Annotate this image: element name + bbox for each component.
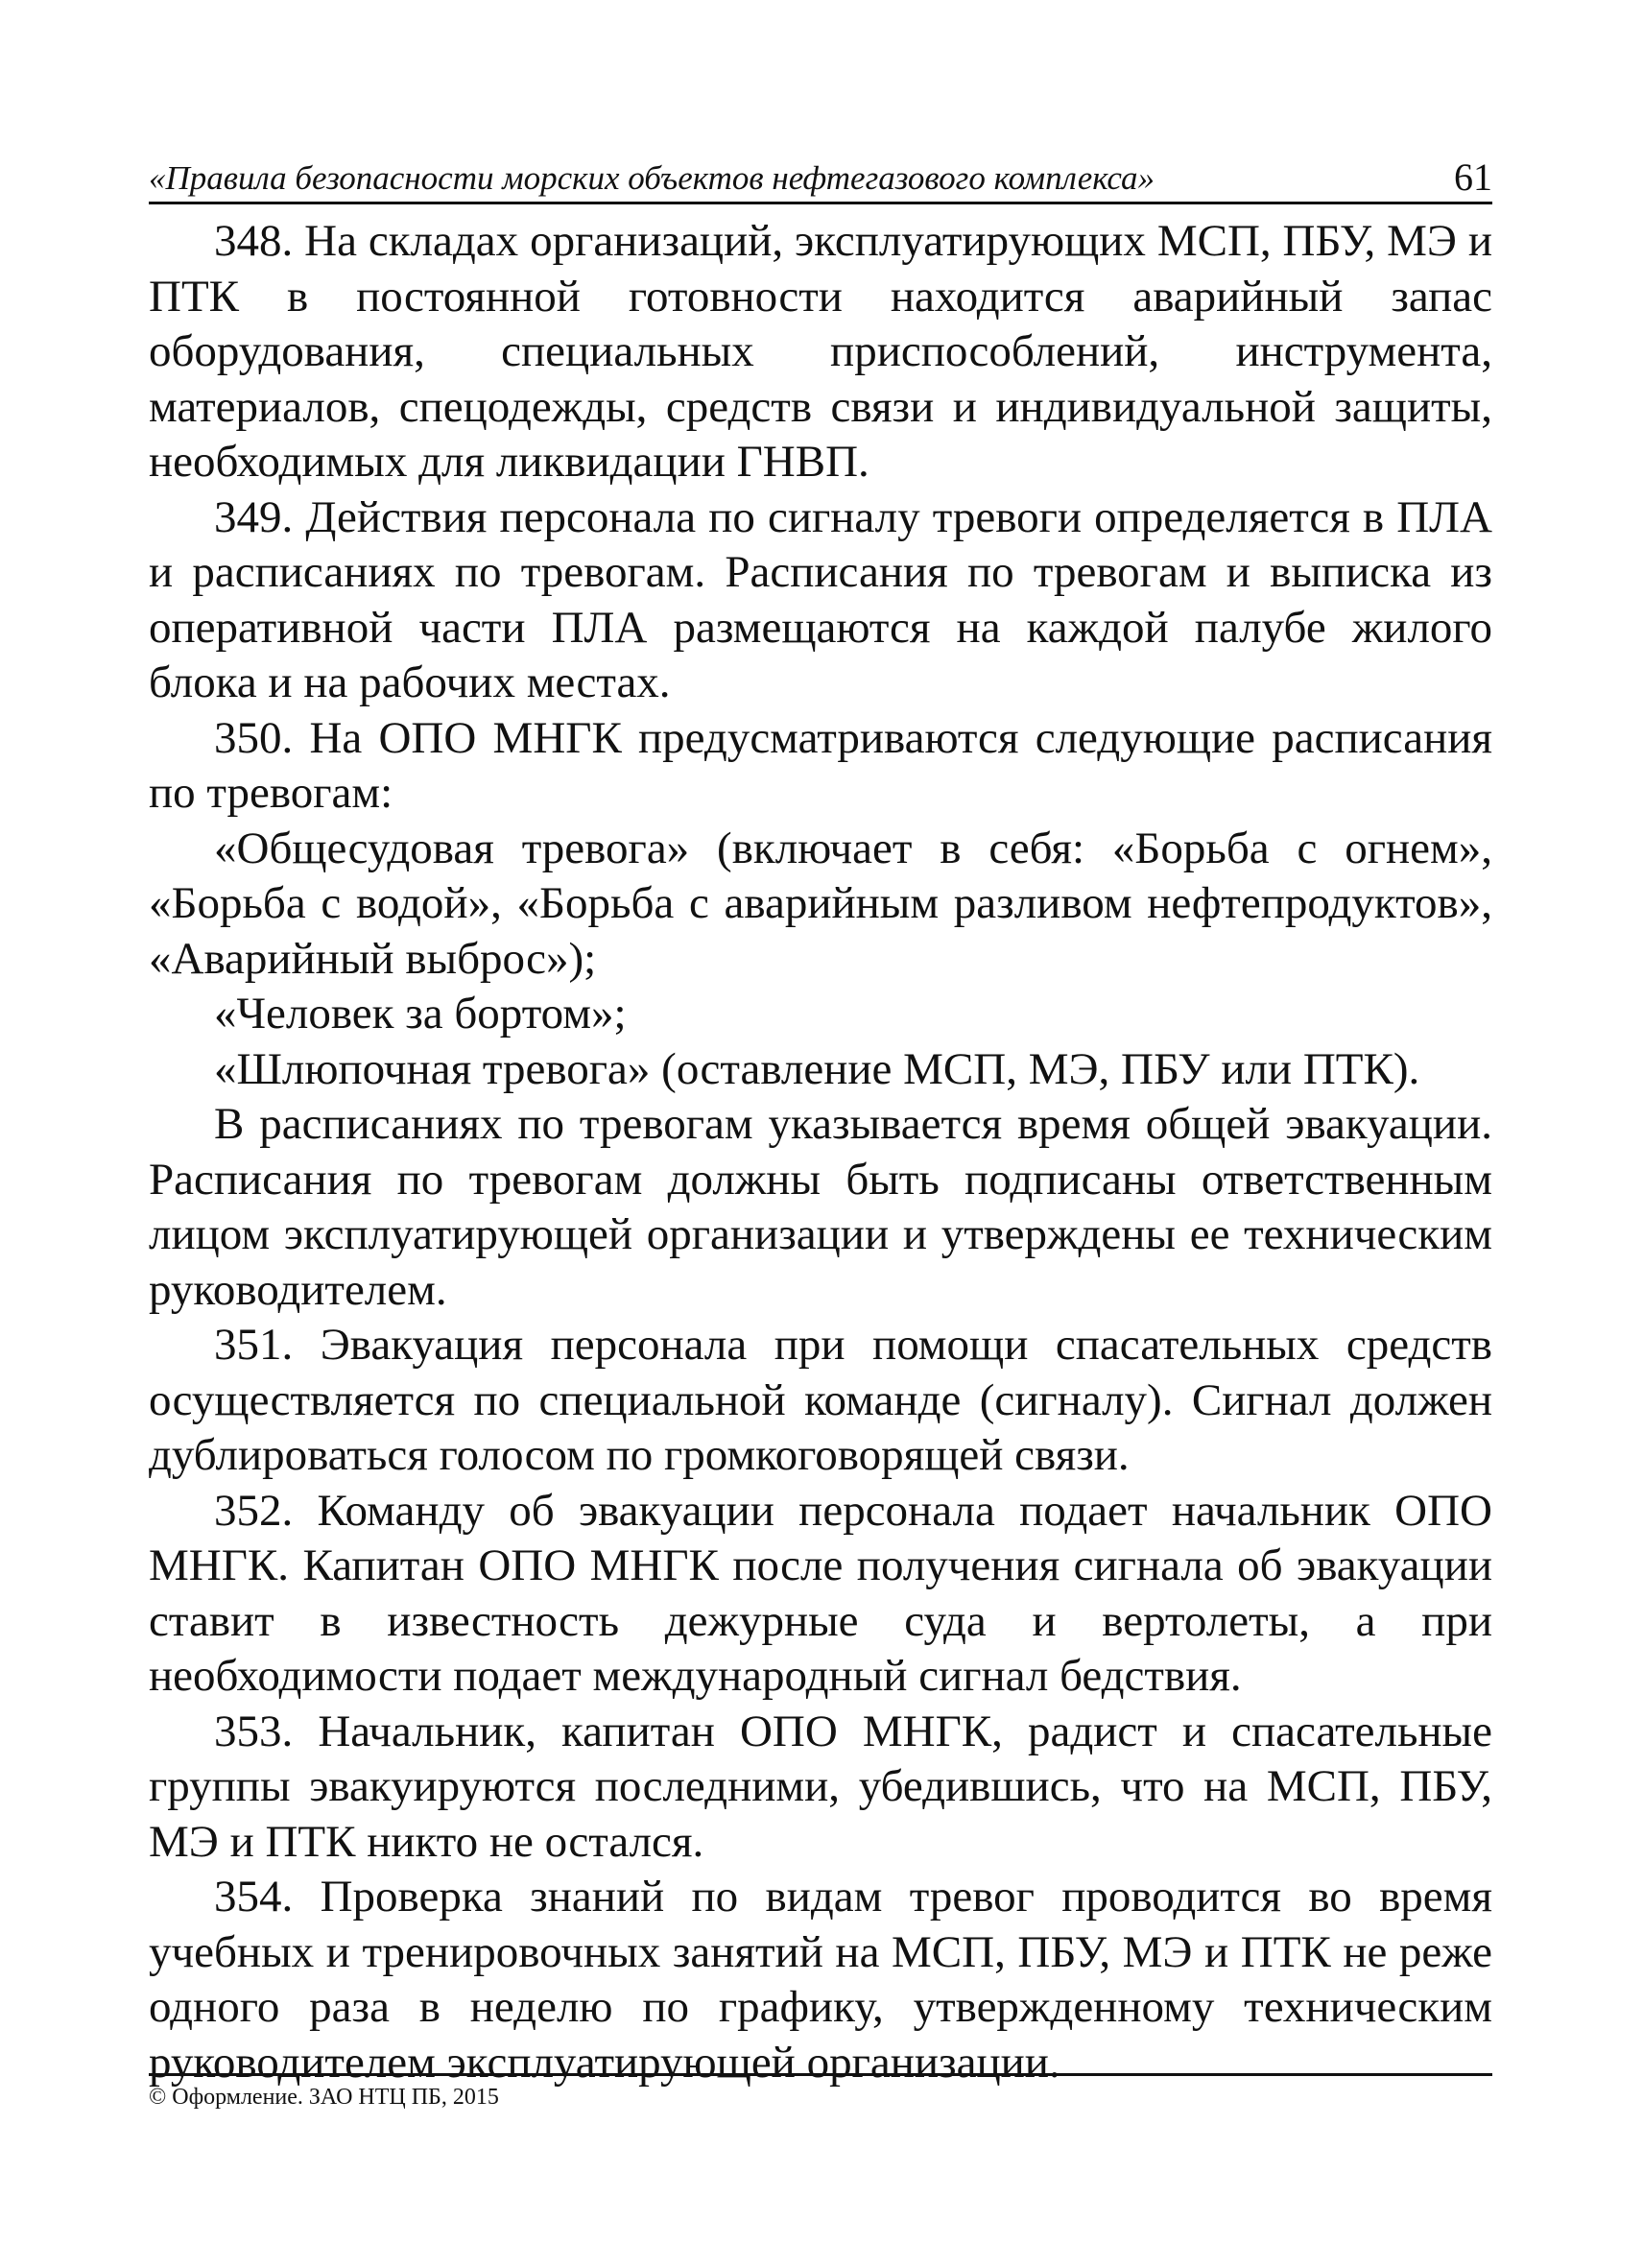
running-header <box>149 154 1492 204</box>
list-item-man-overboard: «Человек за бортом»; <box>214 989 627 1039</box>
paragraph-354: 354. Проверка знаний по видам тревог проводится во время учебных и тренировочных занятий на МСП, ПБУ, МЭ и ПТК не реже одного раза в неделю по графику, утвержденному техническим руководителем эксплуатирующей организации. <box>149 1872 1492 2088</box>
paragraph-352: 352. Команду об эвакуации персонала подает начальник ОПО МНГК. Капитан ОПО МНГК после получения сигнала об эвакуации ставит в известность дежурные суда и вертолеты, а при необходимости подает международный сигнал бедствия. <box>149 1485 1492 1701</box>
paragraph-350: 350. На ОПО МНГК предусматриваются следующие расписания по тревогам: <box>149 712 1492 818</box>
running-footer <box>149 2073 1492 2113</box>
copyright-notice: © Оформление. ЗАО НТЦ ПБ, 2015 <box>149 2085 499 2110</box>
list-item-general-alarm: «Общесудовая тревога» (включает в себя: «Борьба с огнем», «Борьба с водой», «Борьба с аварийным разливом нефтепродуктов», «Аварийный выброс»); <box>149 823 1492 984</box>
document-title: «Правила безопасности морских объектов нефтегазового комплекса» <box>149 159 1155 197</box>
document-page <box>149 154 1492 2090</box>
paragraph-evacuation-time: В расписаниях по тревогам указывается время общей эвакуации. Расписания по тревогам должны быть подписаны ответственным лицом эксплуатирующей организации и утверждены ее техническим руководителем. <box>149 1099 1492 1315</box>
paragraph-349: 349. Действия персонала по сигналу тревоги определяется в ПЛА и расписаниях по тревогам. Расписания по тревогам и выписка из оперативной части ПЛА размещаются на каждой палубе жилого блока и на рабочих местах. <box>149 491 1492 707</box>
paragraph-353: 353. Начальник, капитан ОПО МНГК, радист и спасательные группы эвакуируются последними, убедившись, что на МСП, ПБУ, МЭ и ПТК никто не остался. <box>149 1706 1492 1867</box>
page-number: 61 <box>1454 155 1492 199</box>
body-text <box>149 214 1492 2090</box>
list-item-boat-alarm: «Шлюпочная тревога» (оставление МСП, МЭ, ПБУ или ПТК). <box>214 1043 1420 1094</box>
paragraph-348: 348. На складах организаций, эксплуатирующих МСП, ПБУ, МЭ и ПТК в постоянной готовности находится аварийный запас оборудования, специальных приспособлений, инструмента, материалов, спецодежды, средств связи и индивидуальной защиты, необходимых для ликвидации ГНВП. <box>149 216 1492 487</box>
paragraph-351: 351. Эвакуация персонала при помощи спасательных средств осуществляется по специальной команде (сигналу). Сигнал должен дублироваться голосом по громкоговорящей связи. <box>149 1320 1492 1480</box>
